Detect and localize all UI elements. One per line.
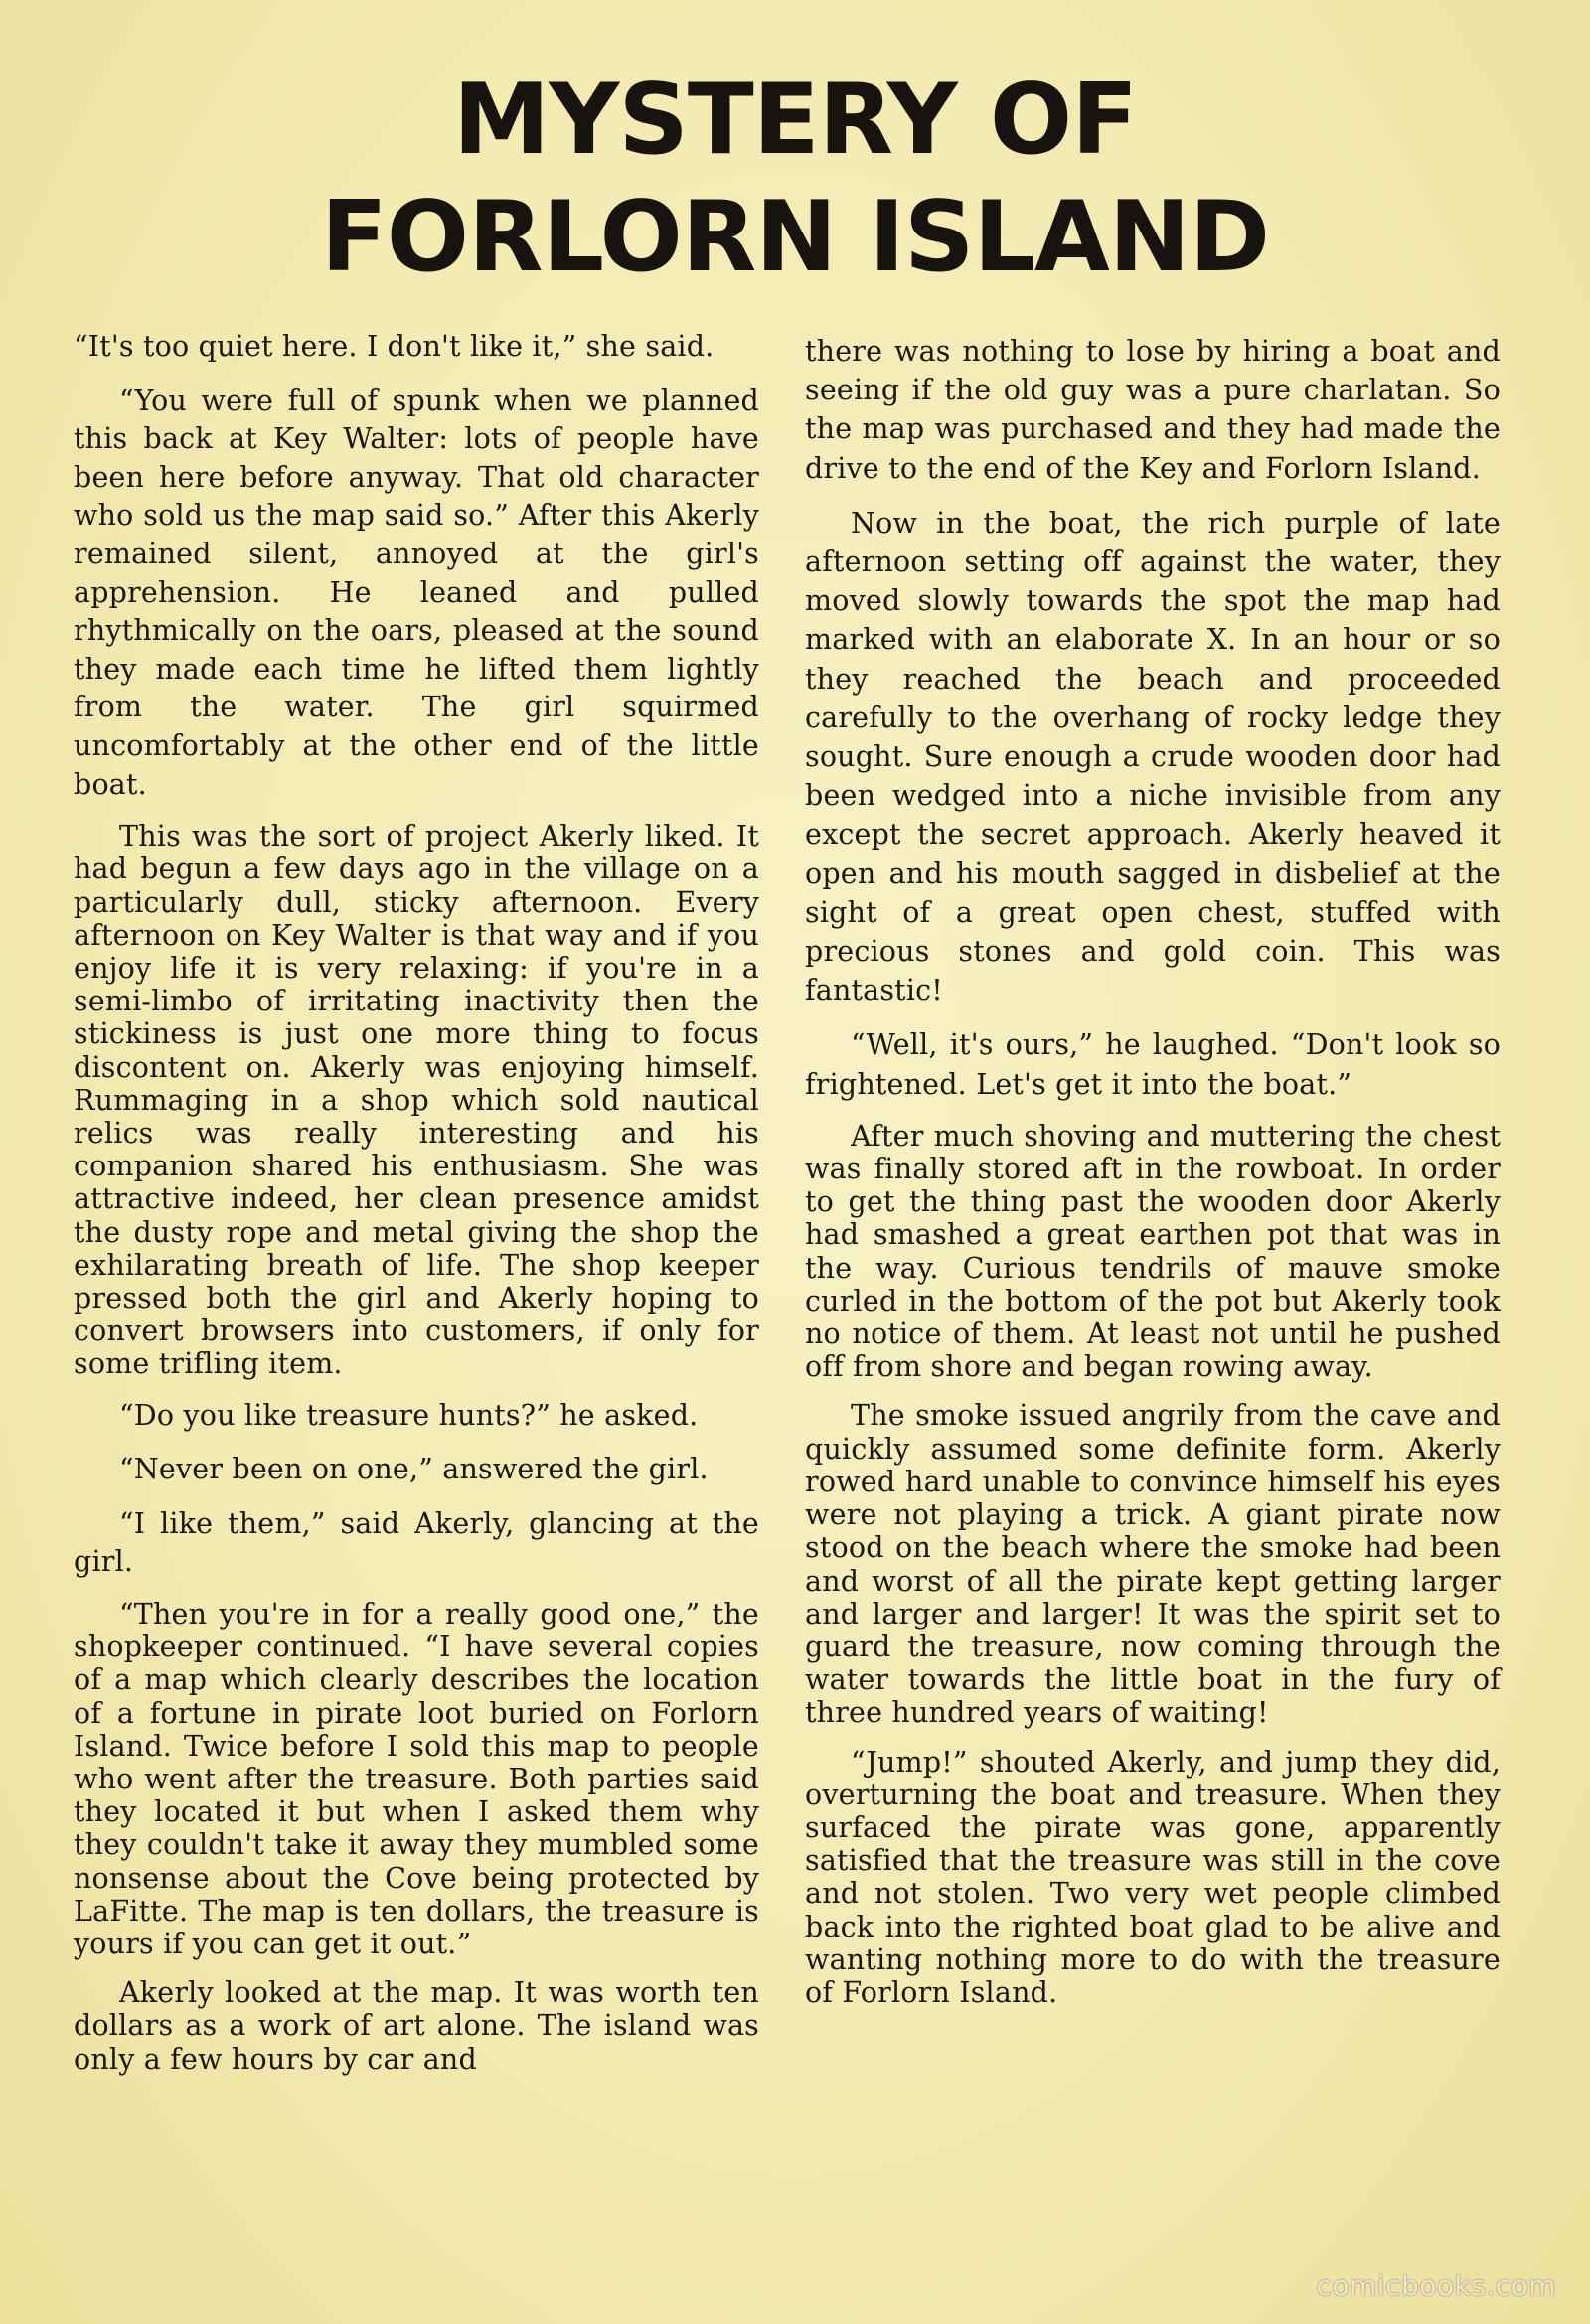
paragraph: “Never been on one,” answered the girl. bbox=[119, 1453, 709, 1486]
story-title-line-2: FORLORN ISLAND bbox=[320, 181, 1270, 294]
story-title-line-1: MYSTERY OF bbox=[452, 64, 1138, 177]
paragraph: there was nothing to lose by hiring a boat and seeing if the old guy was a pure charlatan. So the map was purchased and they had made the drive to the end of the Key and Forlorn Island. bbox=[805, 335, 1501, 485]
left-text-column bbox=[74, 328, 759, 2092]
paragraph: “Then you're in for a really good one,” the shopkeeper continued. “I have several copies of a map which clearly describes the location of a fortune in pirate loot buried on Forlorn Island. Twice before I sold this map to people who went after the treasure. Both parties said they located it but when I asked them why they couldn't take it away they mumbled some nonsense about the Cove being protected by LaFitte. The map is ten dollars, the treasure is yours if you can get it out.” bbox=[74, 1597, 759, 1960]
paragraph: After much shoving and muttering the chest was finally stored aft in the rowboat. In order to get the thing past the wooden door Akerly had smashed a great earthen pot that was in the way. Curious tendrils of mauve smoke curled in the bottom of the pot but Akerly took no notice of them. At least not until he pushed off from shore and began rowing away. bbox=[805, 1119, 1501, 1384]
paragraph: “You were full of spunk when we planned this back at Key Walter: lots of people have been here before anyway. That old character who sold us the map said so.” After this Akerly remained silent, annoyed at the girl's apprehension. He leaned and pulled rhythmically on the oars, pleased at the sound they made each time he lifted them lightly from the water. The girl squirmed uncomfortably at the other end of the little boat. bbox=[74, 384, 759, 801]
paragraph: “It's too quiet here. I don't like it,” she said. bbox=[74, 330, 715, 363]
paragraph: The smoke issued angrily from the cave and quickly assumed some definite form. Akerly rowed hard unable to convince himself his eyes were not playing a trick. A giant pirate now stood on the beach where the smoke had been and worst of all the pirate kept getting larger and larger and larger! It was the spirit set to guard the treasure, now coming through the water towards the little boat in the fury of three hundred years of waiting! bbox=[805, 1399, 1501, 1730]
paragraph: “Well, it's ours,” he laughed. “Don't look so frightened. Let's get it into the boat.” bbox=[805, 1028, 1501, 1101]
paragraph: Akerly looked at the map. It was worth ten dollars as a work of art alone. The island was only a few hours by car and bbox=[74, 1976, 759, 2076]
paragraph: This was the sort of project Akerly liked. It had begun a few days ago in the village on a particularly dull, sticky afternoon. Every afternoon on Key Walter is that way and if you enjoy life it is very relaxing: if you're in a semi-limbo of irritating inactivity then the stickiness is just one more thing to focus discontent on. Akerly was enjoying himself. Rummaging in a shop which sold nautical relics was really interesting and his companion shared his enthusiasm. She was attractive indeed, her clean presence amidst the dusty rope and metal giving the shop the exhilarating breath of life. The shop keeper pressed both the girl and Akerly hoping to convert browsers into customers, if only for some trifling item. bbox=[74, 820, 759, 1381]
paragraph: “Jump!” shouted Akerly, and jump they did, overturning the boat and treasure. When they surfaced the pirate was gone, apparently satisfied that the treasure was still in the cove and not stolen. Two very wet people climbed back into the righted boat glad to be alive and wanting nothing more to do with the treasure of Forlorn Island. bbox=[805, 1745, 1501, 2009]
paragraph: Now in the boat, the rich purple of late afternoon setting off against the water, they moved slowly towards the spot the map had marked with an elaborate X. In an hour or so they reached the beach and proceeded carefully to the overhang of rocky ledge they sought. Sure enough a crude wooden door had been wedged into a niche invisible from any except the secret approach. Akerly heaved it open and his mouth sagged in disbelief at the sight of a great open chest, stuffed with precious stones and gold coin. This was fantastic! bbox=[805, 506, 1501, 1007]
paragraph: “I like them,” said Akerly, glancing at the girl. bbox=[74, 1506, 759, 1579]
site-watermark: comicbooks.com bbox=[1316, 2269, 1556, 2302]
right-text-column bbox=[805, 332, 1501, 2025]
story-title bbox=[0, 62, 1590, 296]
paragraph: “Do you like treasure hunts?” he asked. bbox=[119, 1398, 699, 1432]
